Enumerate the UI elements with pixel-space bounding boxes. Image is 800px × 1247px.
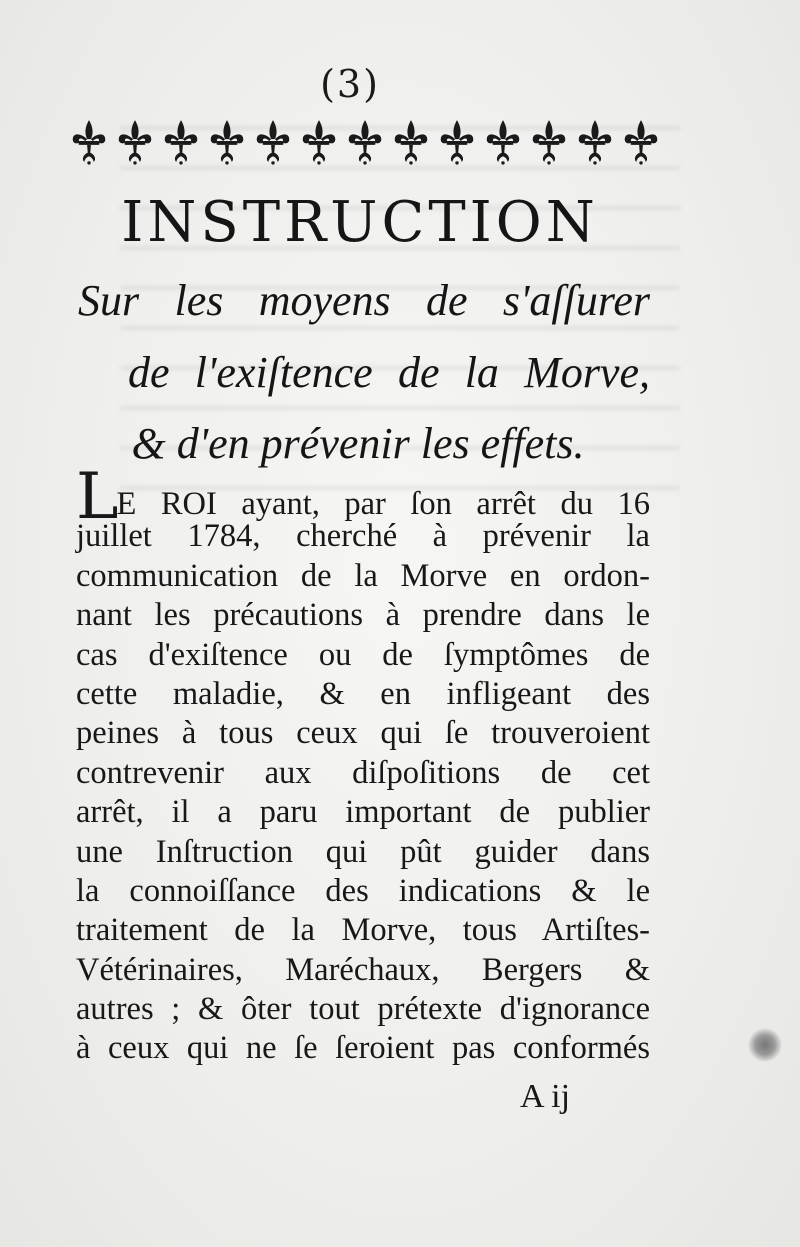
body-line: à ceux qui ne ſe ſeroient pas conformés: [76, 1030, 650, 1067]
body-line: cette maladie, & en infligeant des: [76, 675, 650, 712]
fleur-de-lis-icon: [622, 118, 660, 166]
fleur-de-lis-icon: [70, 118, 108, 166]
subtitle-line-3: & d'en prévenir les effets.: [131, 419, 585, 468]
subtitle-line-2: de l'exiſtence de la Morve,: [128, 348, 650, 397]
body-text: [76, 460, 650, 1069]
body-line: Vétérinaires, Maréchaux, Bergers &: [76, 951, 650, 988]
fleur-de-lis-icon: [254, 118, 292, 166]
fleur-de-lis-icon: [438, 118, 476, 166]
body-line: contrevenir aux diſpoſitions de cet: [76, 754, 650, 791]
fleur-de-lis-icon: [300, 118, 338, 166]
ink-spot: [748, 1028, 782, 1062]
body-line: autres ; & ôter tout prétexte d'ignorance: [76, 991, 650, 1028]
body-line-first: [76, 460, 650, 534]
body-line: la connoiſſance des indications & le: [76, 872, 650, 909]
first-line-text: E ROI ayant, par ſon arrêt du 16: [116, 486, 650, 522]
fleur-de-lis-icon: [392, 118, 430, 166]
fleur-de-lis-icon: [484, 118, 522, 166]
body-line: traitement de la Morve, tous Artiſtes-: [76, 912, 650, 949]
fleur-de-lis-icon: [208, 118, 246, 166]
body-line: une Inſtruction qui pût guider dans: [76, 833, 650, 870]
fleur-de-lis-icon: [576, 118, 614, 166]
body-line: nant les précautions à prendre dans le: [76, 597, 650, 634]
fleur-de-lis-icon: [530, 118, 568, 166]
fleur-de-lis-icon: [116, 118, 154, 166]
body-line: peines à tous ceux qui ſe trouveroient: [76, 715, 650, 752]
fleuron-border: [70, 118, 660, 166]
catchword: A ij: [520, 1078, 571, 1115]
body-line: communication de la Morve en ordon-: [76, 557, 650, 594]
fleur-de-lis-icon: [162, 118, 200, 166]
drop-cap: L: [76, 460, 117, 534]
subtitle-line-1: Sur les moyens de s'aſſurer: [78, 276, 650, 325]
body-line: juillet 1784, cherché à prévenir la: [76, 518, 650, 555]
title: INSTRUCTION: [121, 190, 599, 255]
page-number: (3): [320, 62, 380, 106]
body-line: cas d'exiſtence ou de ſymptômes de: [76, 636, 650, 673]
body-line: arrêt, il a paru important de publier: [76, 794, 650, 831]
fleur-de-lis-icon: [346, 118, 384, 166]
